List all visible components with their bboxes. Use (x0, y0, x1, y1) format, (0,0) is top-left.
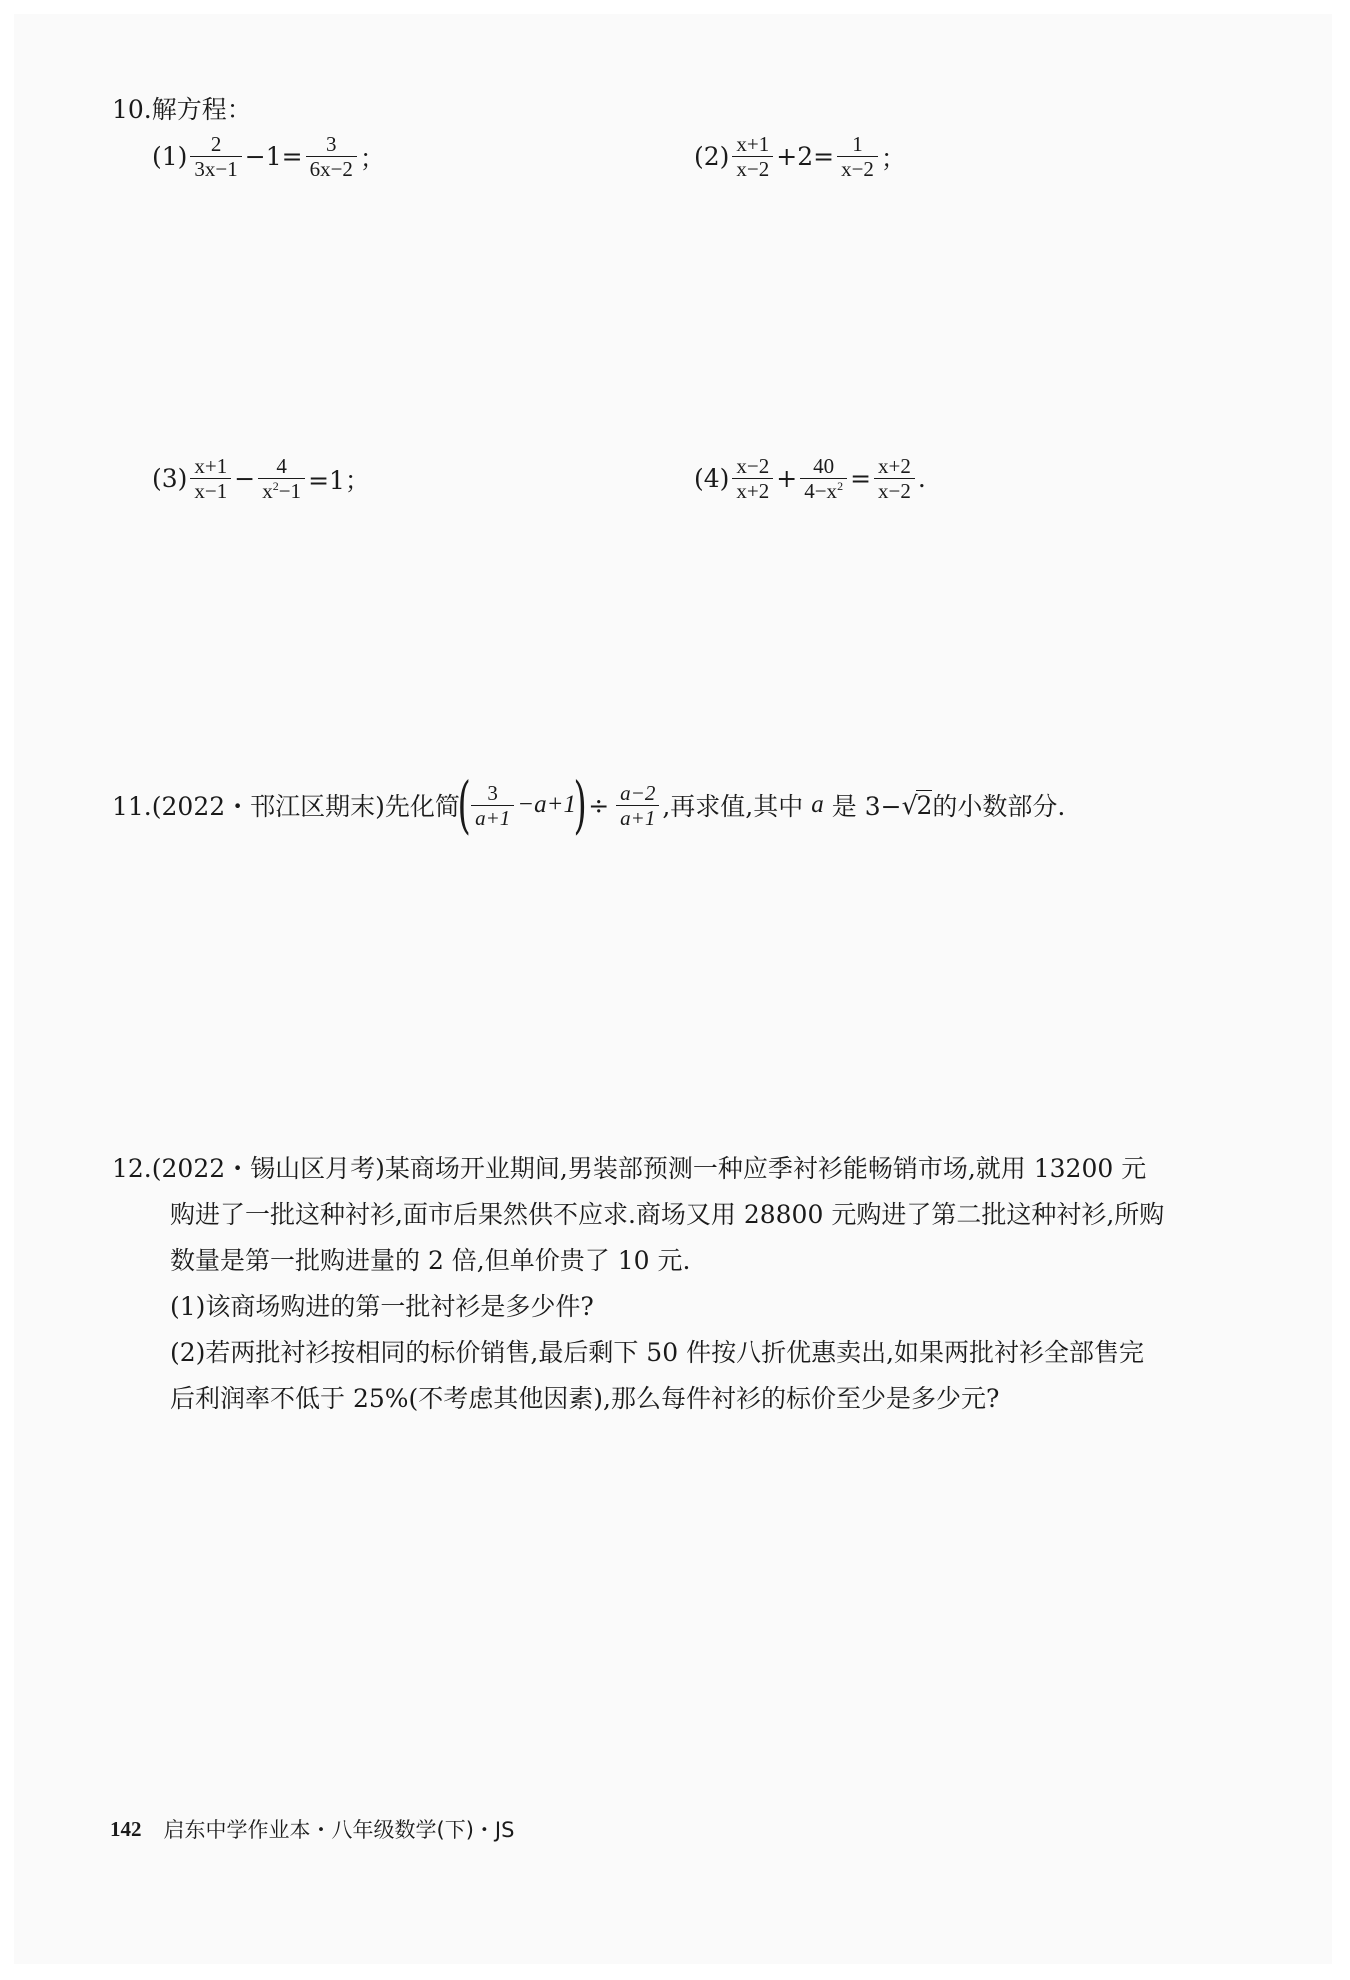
footer (110, 1814, 514, 1844)
numerator: x+1 (194, 454, 228, 478)
q10-part2-label: (2) (694, 142, 730, 171)
numerator: x+1 (736, 132, 770, 156)
page (14, 14, 1332, 1964)
q10-part2 (694, 132, 906, 181)
denominator (800, 478, 847, 503)
fraction (471, 781, 514, 830)
q10-title: 10.解方程： (112, 95, 252, 124)
denominator: a+1 (471, 805, 514, 830)
fraction (732, 132, 773, 181)
equals-one: =1； (308, 465, 370, 495)
right-paren: ) (573, 768, 587, 841)
operator: + (776, 464, 798, 493)
q11-text: 是 3− (831, 792, 902, 821)
denominator: x+2 (732, 478, 773, 503)
q12-line1: 12.(2022・锡山区月考)某商场开业期间,男装部预测一种应季衬衫能畅销市场,就用 13200 元 (112, 1154, 1147, 1183)
punctuation: ； (359, 143, 385, 173)
fraction (874, 454, 915, 503)
variable: a (811, 791, 824, 818)
exponent: 2 (837, 479, 844, 493)
division-sign: ÷ (588, 790, 610, 820)
q12-part2-line1: (2)若两批衬衫按相同的标价销售,最后剩下 50 件按八折优惠卖出,如果两批衬衫全部售完 (170, 1338, 1145, 1367)
fraction (837, 132, 878, 181)
term: x (262, 479, 273, 503)
numerator: a−2 (620, 780, 656, 805)
denominator: a+1 (616, 805, 659, 830)
left-paren: ( (457, 768, 471, 841)
numerator: x+2 (878, 454, 911, 478)
fraction (732, 454, 773, 503)
sqrt-value: 2 (916, 791, 933, 820)
fraction (258, 454, 305, 503)
term: −1 (278, 479, 302, 503)
fraction (190, 132, 241, 181)
operator: − (234, 464, 256, 493)
denominator: 6x−2 (306, 156, 357, 181)
q12-line3: 数量是第一批购进量的 2 倍,但单价贵了 10 元. (170, 1246, 691, 1275)
expression: −a+1 (517, 791, 577, 818)
operator: +2= (776, 142, 835, 171)
page-number: 142 (110, 1816, 142, 1841)
fraction (190, 454, 231, 503)
sqrt-sign: √ (901, 790, 918, 820)
term: 4−x (804, 479, 838, 503)
numerator: x−2 (736, 454, 770, 478)
operator: = (850, 464, 872, 493)
punctuation: . (917, 464, 926, 493)
q10-part3-label: (3) (152, 464, 188, 493)
denominator: x−1 (190, 478, 231, 503)
operator: −1= (244, 142, 303, 171)
numerator: 3 (487, 780, 498, 805)
numerator: 40 (813, 454, 835, 478)
denominator: x−2 (874, 478, 915, 503)
denominator: x−2 (732, 156, 773, 181)
fraction (616, 781, 659, 830)
q10-part1-label: (1) (152, 142, 188, 171)
q11-text: 的小数部分. (932, 792, 1066, 821)
q10-part4 (694, 454, 926, 503)
q12-line2: 购进了一批这种衬衫,面市后果然供不应求.商场又用 28800 元购进了第二批这种衬衫,所购 (170, 1200, 1165, 1229)
q11-text: ,再求值,其中 (662, 792, 804, 821)
denominator: 3x−1 (190, 156, 241, 181)
q10-part4-label: (4) (694, 464, 730, 493)
fraction (800, 454, 847, 503)
fraction (306, 132, 357, 181)
footer-text: 启东中学作业本・八年级数学(下)・JS (163, 1818, 515, 1842)
denominator (258, 478, 305, 503)
numerator: 3 (326, 132, 337, 156)
q11 (112, 768, 1066, 841)
q12-part2-line2: 后利润率不低于 25%(不考虑其他因素),那么每件衬衫的标价至少是多少元? (170, 1384, 1000, 1413)
punctuation: ； (880, 143, 906, 173)
numerator: 2 (210, 132, 222, 156)
q12-part1: (1)该商场购进的第一批衬衫是多少件? (170, 1292, 594, 1321)
q10-part3 (152, 454, 370, 503)
numerator: 4 (276, 454, 287, 478)
exponent: 2 (272, 479, 279, 493)
q10-part1 (152, 132, 385, 181)
q11-prefix: 11.(2022・邗江区期末)先化简 (112, 792, 460, 821)
denominator: x−2 (837, 156, 878, 181)
numerator: 1 (852, 132, 863, 156)
